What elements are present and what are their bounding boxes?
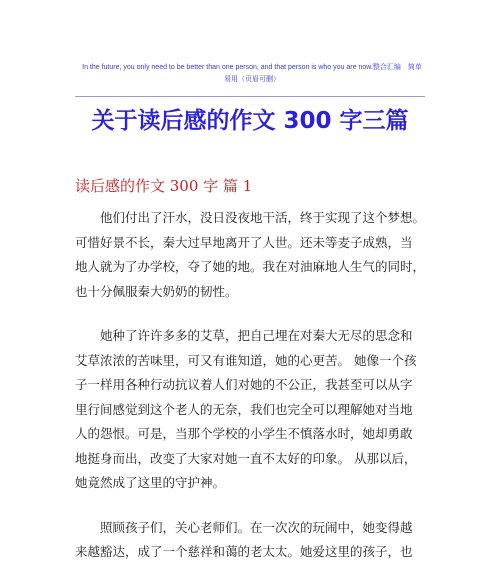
- document-title: 关于读后感的作文 300 字三篇: [91, 108, 409, 134]
- paragraph-line: 艾草浓浓的苦味里，可又有谁知道，她的心更苦。 她像一个孩: [75, 352, 417, 368]
- header-divider: [75, 96, 425, 97]
- paragraph-line: 她竟然成了这里的守护神。: [75, 475, 226, 490]
- paragraph-line: 她种了许许多多的艾草，把自己埋在对秦大无尽的思念和: [100, 328, 413, 343]
- paragraph-line: 可惜好景不长，秦大过早地离开了人世。还未等麦子成熟，当: [75, 234, 413, 250]
- paragraph-3: [75, 516, 425, 565]
- paragraph-line: 照顾孩子们，关心老师们。在一次次的玩闹中，她变得越: [100, 519, 413, 535]
- header-line-1: In the future, you only need to be better than one person, and that person is who you are now.整合汇编 简单: [82, 64, 422, 71]
- section-title: 读后感的作文 300 字 篇 1: [75, 177, 253, 195]
- paragraph-line: 地人就为了办学校，夺了她的地。我在对油麻地人生气的同时，: [75, 259, 426, 274]
- header-line-2: 易用（页眉可删）: [224, 76, 280, 83]
- document-body: [75, 206, 425, 585]
- paragraph-line: 来越豁达，成了一个慈祥和蔼的老太太。她爱这里的孩子，也: [75, 544, 413, 559]
- paragraph-2: [75, 324, 425, 496]
- paragraph-line: 子一样用各种行动抗议着人们对她的不公正，我甚至可以从字: [75, 377, 413, 392]
- paragraph-line: 也十分佩服秦大奶奶的韧性。: [75, 283, 238, 299]
- paragraph-1: [75, 206, 425, 304]
- paragraph-line: 他们付出了汗水，没日没夜地干活，终于实现了这个梦想。: [100, 210, 426, 225]
- paragraph-line: 地挺身而出，改变了大家对她一直不太好的印象。 从那以后，: [75, 450, 417, 466]
- page-header: [72, 62, 432, 86]
- paragraph-line: 人的怨恨。可是，当那个学校的小学生不慎落水时，她却勇敢: [75, 426, 413, 441]
- paragraph-line: 里行间感觉到这个老人的无奈，我们也完全可以理解她对当地: [75, 401, 413, 417]
